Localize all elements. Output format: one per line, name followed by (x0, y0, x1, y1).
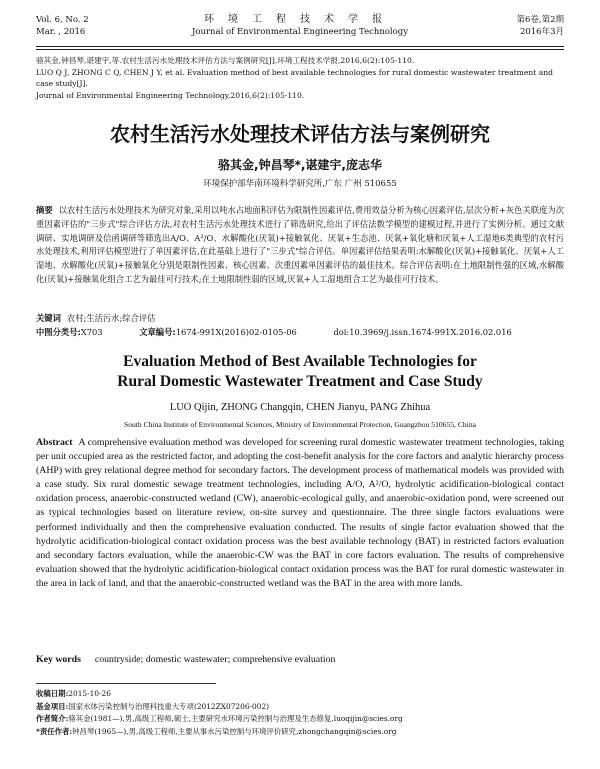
fund-value: 国家水体污染控制与治理科技重大专项(2012ZX07206-002) (68, 701, 270, 711)
header-center (36, 14, 564, 38)
footnote-rule (36, 683, 216, 684)
english-keywords-text: countryside; domestic wastewater; comprehensive evaluation (94, 654, 336, 665)
issue-cn-label: 第6卷,第2期 (516, 15, 564, 25)
chinese-abstract (36, 204, 564, 287)
english-title-line1: Evaluation Method of Best Available Technologies for (123, 353, 477, 370)
english-authors: LUO Qijin, ZHONG Changqin, CHEN Jianyu, PANG Zhihua (169, 402, 431, 413)
author-label: 作者简介: (36, 714, 69, 724)
chinese-abstract-label: 摘要 (36, 205, 53, 215)
header-rule-thick (36, 46, 564, 47)
english-keywords (36, 654, 564, 665)
volume-label: Vol. 6, No. 2 (36, 15, 89, 25)
fund-label: 基金项目: (36, 701, 69, 711)
citation-block (36, 55, 564, 101)
classification-line (36, 326, 564, 338)
citation-en-line1: LUO Q J, ZHONG C Q, CHEN J Y, et al. Evaluation method of best available technologies for rural domestic wastewater treatment and case study[J]. (36, 67, 553, 88)
doi-label: doi: (333, 327, 350, 337)
received-value: 2015-10-26 (68, 689, 111, 698)
header-right (516, 14, 564, 38)
running-header (36, 14, 564, 46)
fund-note (36, 701, 564, 714)
citation-en-line2: Journal of Environmental Engineering Technology,2016,6(2):105-110. (36, 90, 305, 100)
author-value: 骆其金(1981—),男,高级工程师,硕士,主要研究水环境污染控制与治理及生态修复,luoqijin@scies.org (68, 714, 403, 724)
english-affiliation: South China Institute of Environmental Sciences, Ministry of Environmental Protection, Guangzhou 510655, China (123, 420, 476, 429)
citation-cn: 骆其金,钟昌琴,谌建宇,等.农村生活污水处理技术评估方法与案例研究[J].环境工程技术学报,2016,6(2):105-110. (36, 56, 415, 65)
chinese-authors: 骆其金,钟昌琴*,谌建宇,庞志华 (218, 158, 382, 172)
english-keywords-label: Key words (36, 654, 81, 665)
english-title-line2: Rural Domestic Wastewater Treatment and Case Study (117, 373, 483, 390)
journal-name-cn: 环境工程技术学报 (204, 14, 396, 25)
received-date (36, 688, 564, 701)
chinese-keywords-label: 关键词 (36, 313, 61, 323)
document-number-label: 文章编号: (139, 327, 176, 337)
doi-link[interactable]: 10.3969/j.issn.1674-991X.2016.02.016 (349, 327, 512, 337)
chinese-keywords-text: 农村;生活污水;综合评估 (66, 313, 156, 323)
corresponding-value: 钟昌琴(1965—),男,高级工程师,主要从事水污染控制与环境评价研究,zhongchangqin@scies.org (72, 726, 397, 736)
english-abstract-label: Abstract (36, 437, 73, 448)
journal-name-en: Journal of Environmental Engineering Technology (191, 27, 409, 37)
english-abstract-text: A comprehensive evaluation method was developed for screening rural domestic wastewater treatment technologies, taking per unit occupied area as the restricted factor, and adopting the cost-benefit analysis for the core factors and analytic hierarchy process (AHP) with grey relational degree method for secondary factors. The development process of mathematical models was provided with a case study. Six rural domestic sewage treatment technologies, including A/O, A²/O, hydrolytic acidification-biological contact oxidation process, anaerobic-constructed wetland (CW), anaerobic-ecological gully, and anaerobic-oxidation pond, were screened out as typical technologies based on literature review, on-site survey and questionnaire. The three single factors evaluations were performed individually and then the comprehensive evaluation conducted. The results of single factor evaluation showed that the hydrolytic acidification-biological contact oxidation process was the best available technology (BAT) in restricted factors evaluation and secondary factors evaluation, while the anaerobic-CW was the BAT in core factors evaluation. The results of comprehensive evaluation showed that the hydrolytic acidification-biological contact oxidation process was the BAT for rural domestic wastewater in the area in lack of land, and that the anaerobic-constructed wetland was the BAT in the area with more lands. (36, 437, 564, 589)
chinese-abstract-text: 以农村生活污水处理技术为研究对象,采用以吨水占地面积评估为限制性因素评估,费用效益分析为核心因素评估,层次分析+灰色关联度为次重因素评估的"三步式"综合评估方法,对农村生活污水处理技术进行了筛选研究,给出了评估法数学模型的建模过程,并进行了实例分析。通过文献调研、实地调研及信函调研等筛选出A/O、A²/O、水解酸化(厌氧)+接触氧化、厌氧+生态池、厌氧+氧化塘和厌氧+人工湿地6类典型的农村污水处理技术,利用评估模型进行了单因素评估,在此基础上进行了"三步式"综合评估。单因素评估结果表明:水解酸化(厌氧)+接触氧化、厌氧+人工湿地、水解酸化(厌氧)+接触氧化分别是限制性因素、核心因素、次重因素单因素评估的最佳技术。综合评估表明:在土地限制性强的区域,水解酸化(厌氧)+接触氧化组合工艺为最佳可行技术;在土地限制性弱的区域,厌氧+人工湿地组合工艺为最佳可行技术。 (36, 205, 564, 284)
class-number: X703 (80, 327, 103, 337)
header-rule-thin (36, 49, 564, 50)
english-abstract (36, 436, 564, 591)
class-number-label: 中图分类号: (36, 327, 81, 337)
date-cn-label: 2016年3月 (519, 27, 564, 37)
author-note (36, 713, 564, 726)
chinese-keywords (36, 312, 564, 324)
footnotes (36, 688, 564, 738)
chinese-title: 农村生活污水处理技术评估方法与案例研究 (110, 122, 490, 146)
received-label: 收稿日期: (36, 689, 69, 698)
corresponding-note (36, 726, 564, 739)
corresponding-label: *责任作者: (36, 726, 73, 736)
document-number: 1674-991X(2016)02-0105-06 (175, 327, 297, 337)
date-en-label: Mar. , 2016 (36, 27, 86, 37)
chinese-affiliation: 环境保护部华南环境科学研究所,广东 广州 510655 (203, 179, 397, 189)
english-title (0, 352, 600, 392)
